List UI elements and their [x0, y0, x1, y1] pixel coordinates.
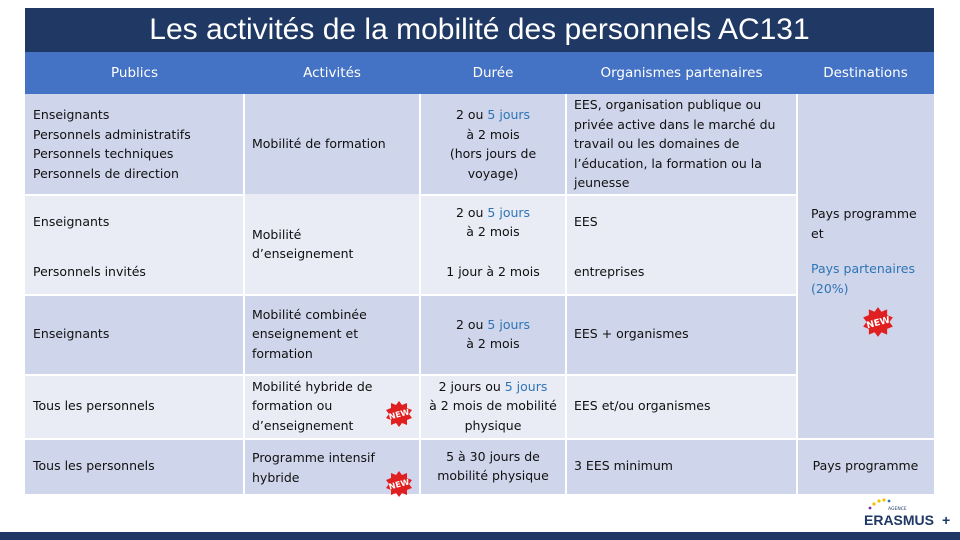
- r5-organismes: [566, 374, 797, 438]
- r6-organismes: [566, 438, 797, 494]
- grid-line: [243, 94, 245, 494]
- dest-line-partner: Pays partenaires: [811, 261, 915, 276]
- r3-duree: [420, 250, 566, 294]
- r2-activite-line: Mobilité: [252, 226, 302, 242]
- r2-duree: [420, 194, 566, 250]
- new-badge-text: NEW: [387, 477, 411, 492]
- header-organismes: Organismes partenaires: [566, 52, 797, 94]
- header-publics: Publics: [25, 52, 244, 94]
- grid-line: [565, 94, 567, 494]
- r1-org-line: jeunesse: [574, 175, 630, 191]
- r1-duree-prefix: 2 ou: [455, 107, 488, 122]
- r1-org-line: privée active dans le marché du: [574, 116, 776, 132]
- r6-activite-line: Programme intensif: [252, 450, 375, 465]
- r4-org-text: EES + organismes: [574, 326, 689, 342]
- r4-activite-line: Mobilité combinée: [252, 306, 367, 322]
- r1-duree-line: à 2 mois: [466, 126, 520, 142]
- erasmus-logo: [862, 498, 952, 532]
- r5-activite-line: d’enseignement: [252, 417, 354, 433]
- r1-publics-line: Personnels administratifs: [33, 126, 191, 142]
- grid-line: [25, 194, 244, 196]
- r6-duree: [420, 438, 566, 494]
- r4-duree: [420, 294, 566, 374]
- r2-duree-line: à 2 mois: [466, 224, 520, 239]
- grid-line: [796, 94, 798, 494]
- destinations-merged: [797, 94, 934, 438]
- r6-publics: [25, 438, 244, 494]
- r4-duree-prefix: 2 ou: [455, 316, 488, 332]
- bottom-bar: [0, 532, 960, 540]
- r4-duree-line: à 2 mois: [466, 336, 520, 351]
- r2-activite-line: d’enseignement: [252, 246, 354, 261]
- new-badge-icon: [385, 400, 413, 428]
- r5-org-text: EES et/ou organismes: [574, 398, 711, 414]
- r5-duree-line: à 2 mois de mobilité: [429, 398, 557, 414]
- r5-publics: [25, 374, 244, 438]
- r6-org-text: 3 EES minimum: [574, 458, 673, 474]
- grid-line: [25, 294, 797, 296]
- r2-duree-prefix: 2 ou: [455, 204, 488, 220]
- r4-activite: [244, 294, 420, 374]
- r1-activite: [244, 94, 420, 194]
- r1-duree-line: voyage): [467, 165, 519, 181]
- r2-org-text: EES: [574, 214, 598, 229]
- r6-destination: [797, 438, 934, 494]
- r2-publics: [25, 194, 244, 250]
- new-badge-text: NEW: [865, 315, 892, 332]
- r1-org-line: l’éducation, la formation ou la: [574, 155, 762, 171]
- dest-line: Pays programme: [811, 206, 917, 221]
- r1-duree-highlight: 5 jours: [487, 107, 531, 122]
- r6-publics-text: Tous les personnels: [33, 458, 155, 474]
- r2-publics-text: Enseignants: [33, 214, 110, 230]
- r4-activite-line: enseignement et: [252, 326, 359, 342]
- header-destinations: Destinations: [797, 52, 934, 94]
- r5-duree-prefix: 2 jours ou: [438, 378, 505, 394]
- r1-org-line: EES, organisation publique ou: [574, 97, 762, 113]
- r6-dest-text: Pays programme: [812, 458, 919, 474]
- r1-publics-line: Enseignants: [33, 107, 110, 122]
- r1-publics: [25, 94, 244, 194]
- slide-title: Les activités de la mobilité des personnels AC131: [25, 8, 934, 52]
- r4-publics-text: Enseignants: [33, 326, 110, 342]
- r3-duree-text: 1 jour à 2 mois: [446, 264, 540, 280]
- grid-line: [419, 94, 421, 494]
- grid-line: [25, 374, 797, 376]
- r1-publics-line: Personnels de direction: [33, 165, 179, 181]
- logo-plus-text: +: [942, 512, 951, 528]
- grid-line: [420, 194, 797, 196]
- r5-duree-highlight: 5 jours: [504, 378, 548, 394]
- r3-publics-text: Personnels invités: [33, 264, 146, 280]
- r5-activite-line: Mobilité hybride de: [252, 378, 373, 394]
- r1-activite-text: Mobilité de formation: [252, 136, 386, 152]
- r1-duree-line: (hors jours de: [449, 146, 537, 161]
- r5-activite-line: formation ou: [252, 398, 333, 414]
- r5-publics-text: Tous les personnels: [33, 398, 155, 414]
- r6-activite-line: hybride: [252, 469, 300, 485]
- header-duree: Durée: [420, 52, 566, 94]
- r4-activite-line: formation: [252, 345, 313, 361]
- new-badge-icon: [385, 470, 413, 498]
- dest-line: et: [811, 225, 824, 241]
- r3-org-text: entreprises: [574, 264, 645, 280]
- logo-main-text: ERASMUS: [864, 512, 935, 528]
- r2-organismes: [566, 194, 797, 250]
- r5-duree-line: physique: [464, 417, 522, 433]
- r3-organismes: [566, 250, 797, 294]
- dest-line-partner: (20%): [811, 280, 849, 296]
- logo-small-text: AGENCE: [888, 507, 907, 512]
- r5-duree: [420, 374, 566, 438]
- r1-org-line: travail ou les domaines de: [574, 136, 740, 152]
- r4-organismes: [566, 294, 797, 374]
- r3-publics: [25, 250, 244, 294]
- r1-duree: [420, 94, 566, 194]
- r6-duree-line: 5 à 30 jours de: [446, 448, 540, 464]
- new-badge-icon: [862, 306, 894, 338]
- r4-duree-highlight: 5 jours: [487, 316, 531, 332]
- new-badge-text: NEW: [387, 407, 411, 422]
- r1-publics-line: Personnels techniques: [33, 146, 174, 161]
- header-activites: Activités: [244, 52, 420, 94]
- r2-duree-highlight: 5 jours: [487, 204, 531, 220]
- r6-duree-line: mobilité physique: [437, 468, 549, 483]
- r1-organismes: [566, 94, 797, 194]
- r4-publics: [25, 294, 244, 374]
- r2-activite: [244, 194, 420, 294]
